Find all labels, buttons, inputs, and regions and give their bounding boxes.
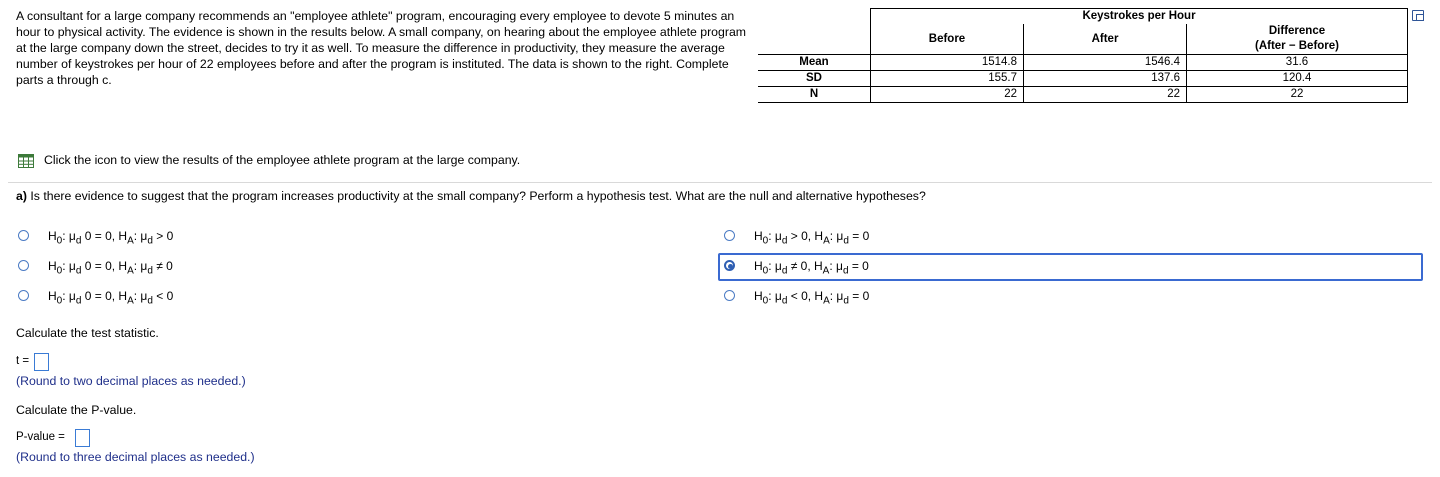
radio-button[interactable]: [18, 290, 29, 301]
col-before: Before: [871, 24, 1024, 55]
sd-before: 155.7: [871, 71, 1024, 87]
n-diff: 22: [1187, 87, 1408, 103]
p-value-answer-input[interactable]: [75, 429, 90, 447]
table-row: [758, 71, 1408, 87]
radio-button[interactable]: [724, 230, 735, 241]
mean-after: 1546.4: [1024, 55, 1187, 71]
calc-test-stat-prompt: Calculate the test statistic.: [16, 326, 159, 340]
radio-button[interactable]: [724, 290, 735, 301]
radio-button-selected[interactable]: [724, 260, 735, 271]
round-p-hint: (Round to three decimal places as needed.): [16, 450, 255, 464]
table-icon[interactable]: [18, 154, 34, 171]
n-before: 22: [871, 87, 1024, 103]
col-diff-line1: Difference: [1268, 25, 1326, 37]
col-diff-line2: (After − Before): [1254, 40, 1340, 52]
click-icon-text: Click the icon to view the results of the employee athlete program at the large company.: [44, 153, 521, 167]
mean-diff: 31.6: [1187, 55, 1408, 71]
option-label: $H_0$: $\mu_d < 0$, $H_A$: $\mu_d = 0$: [754, 289, 870, 307]
mean-before: 1514.8: [871, 55, 1024, 71]
round-t-hint: (Round to two decimal places as needed.): [16, 374, 246, 388]
t-label: t =: [16, 355, 30, 367]
t-answer-input[interactable]: [34, 353, 49, 371]
option-label: $H_0$: $\mu_d$ 0 = 0, $H_A$: $\mu_d > 0$: [48, 229, 174, 247]
radio-button[interactable]: [18, 260, 29, 271]
row-label-sd: SD: [758, 71, 871, 87]
table-row: [758, 87, 1408, 103]
option-label: $H_0$: $\mu_d$ 0 = 0, $H_A$: $\mu_d < 0$: [48, 289, 174, 307]
radio-button[interactable]: [18, 230, 29, 241]
question-a: [16, 189, 926, 203]
table-group-header: Keystrokes per Hour: [871, 9, 1408, 25]
popout-icon[interactable]: [1412, 10, 1424, 21]
option-label: $H_0$: $\mu_d \ne 0$, $H_A$: $\mu_d = 0$: [754, 259, 869, 277]
keystrokes-table: [758, 8, 1408, 103]
p-value-label: P-value =: [16, 431, 65, 443]
problem-intro: A consultant for a large company recommends an "employee athlete" program, encouraging every employee to devote 5 minutes an hour to physical activity. The evidence is shown in the results below. A small company, on hearing about the employee athlete program at the large company down the street, decides to try it as well. To measure the difference in productivity, they measure the average number of keystrokes per hour of 22 employees before and after the program is instituted. The data is shown to the right. Complete parts a through c.: [16, 9, 747, 87]
question-a-text: Is there evidence to suggest that the program increases productivity at the small company? Perform a hypothesis test. What are the null and alternative hypotheses?: [30, 189, 926, 203]
calc-p-value-prompt: Calculate the P-value.: [16, 403, 137, 417]
row-label-n: N: [758, 87, 871, 103]
sd-after: 137.6: [1024, 71, 1187, 87]
divider: [8, 182, 1432, 183]
sd-diff: 120.4: [1187, 71, 1408, 87]
question-a-label: a): [16, 189, 27, 203]
col-after: After: [1024, 24, 1187, 55]
option-label: $H_0$: $\mu_d > 0$, $H_A$: $\mu_d = 0$: [754, 229, 870, 247]
option-label: $H_0$: $\mu_d$ 0 = 0, $H_A$: $\mu_d \ne 0$: [48, 259, 173, 277]
row-label-mean: Mean: [758, 55, 871, 71]
col-difference: [1187, 24, 1408, 55]
table-row: [758, 55, 1408, 71]
n-after: 22: [1024, 87, 1187, 103]
